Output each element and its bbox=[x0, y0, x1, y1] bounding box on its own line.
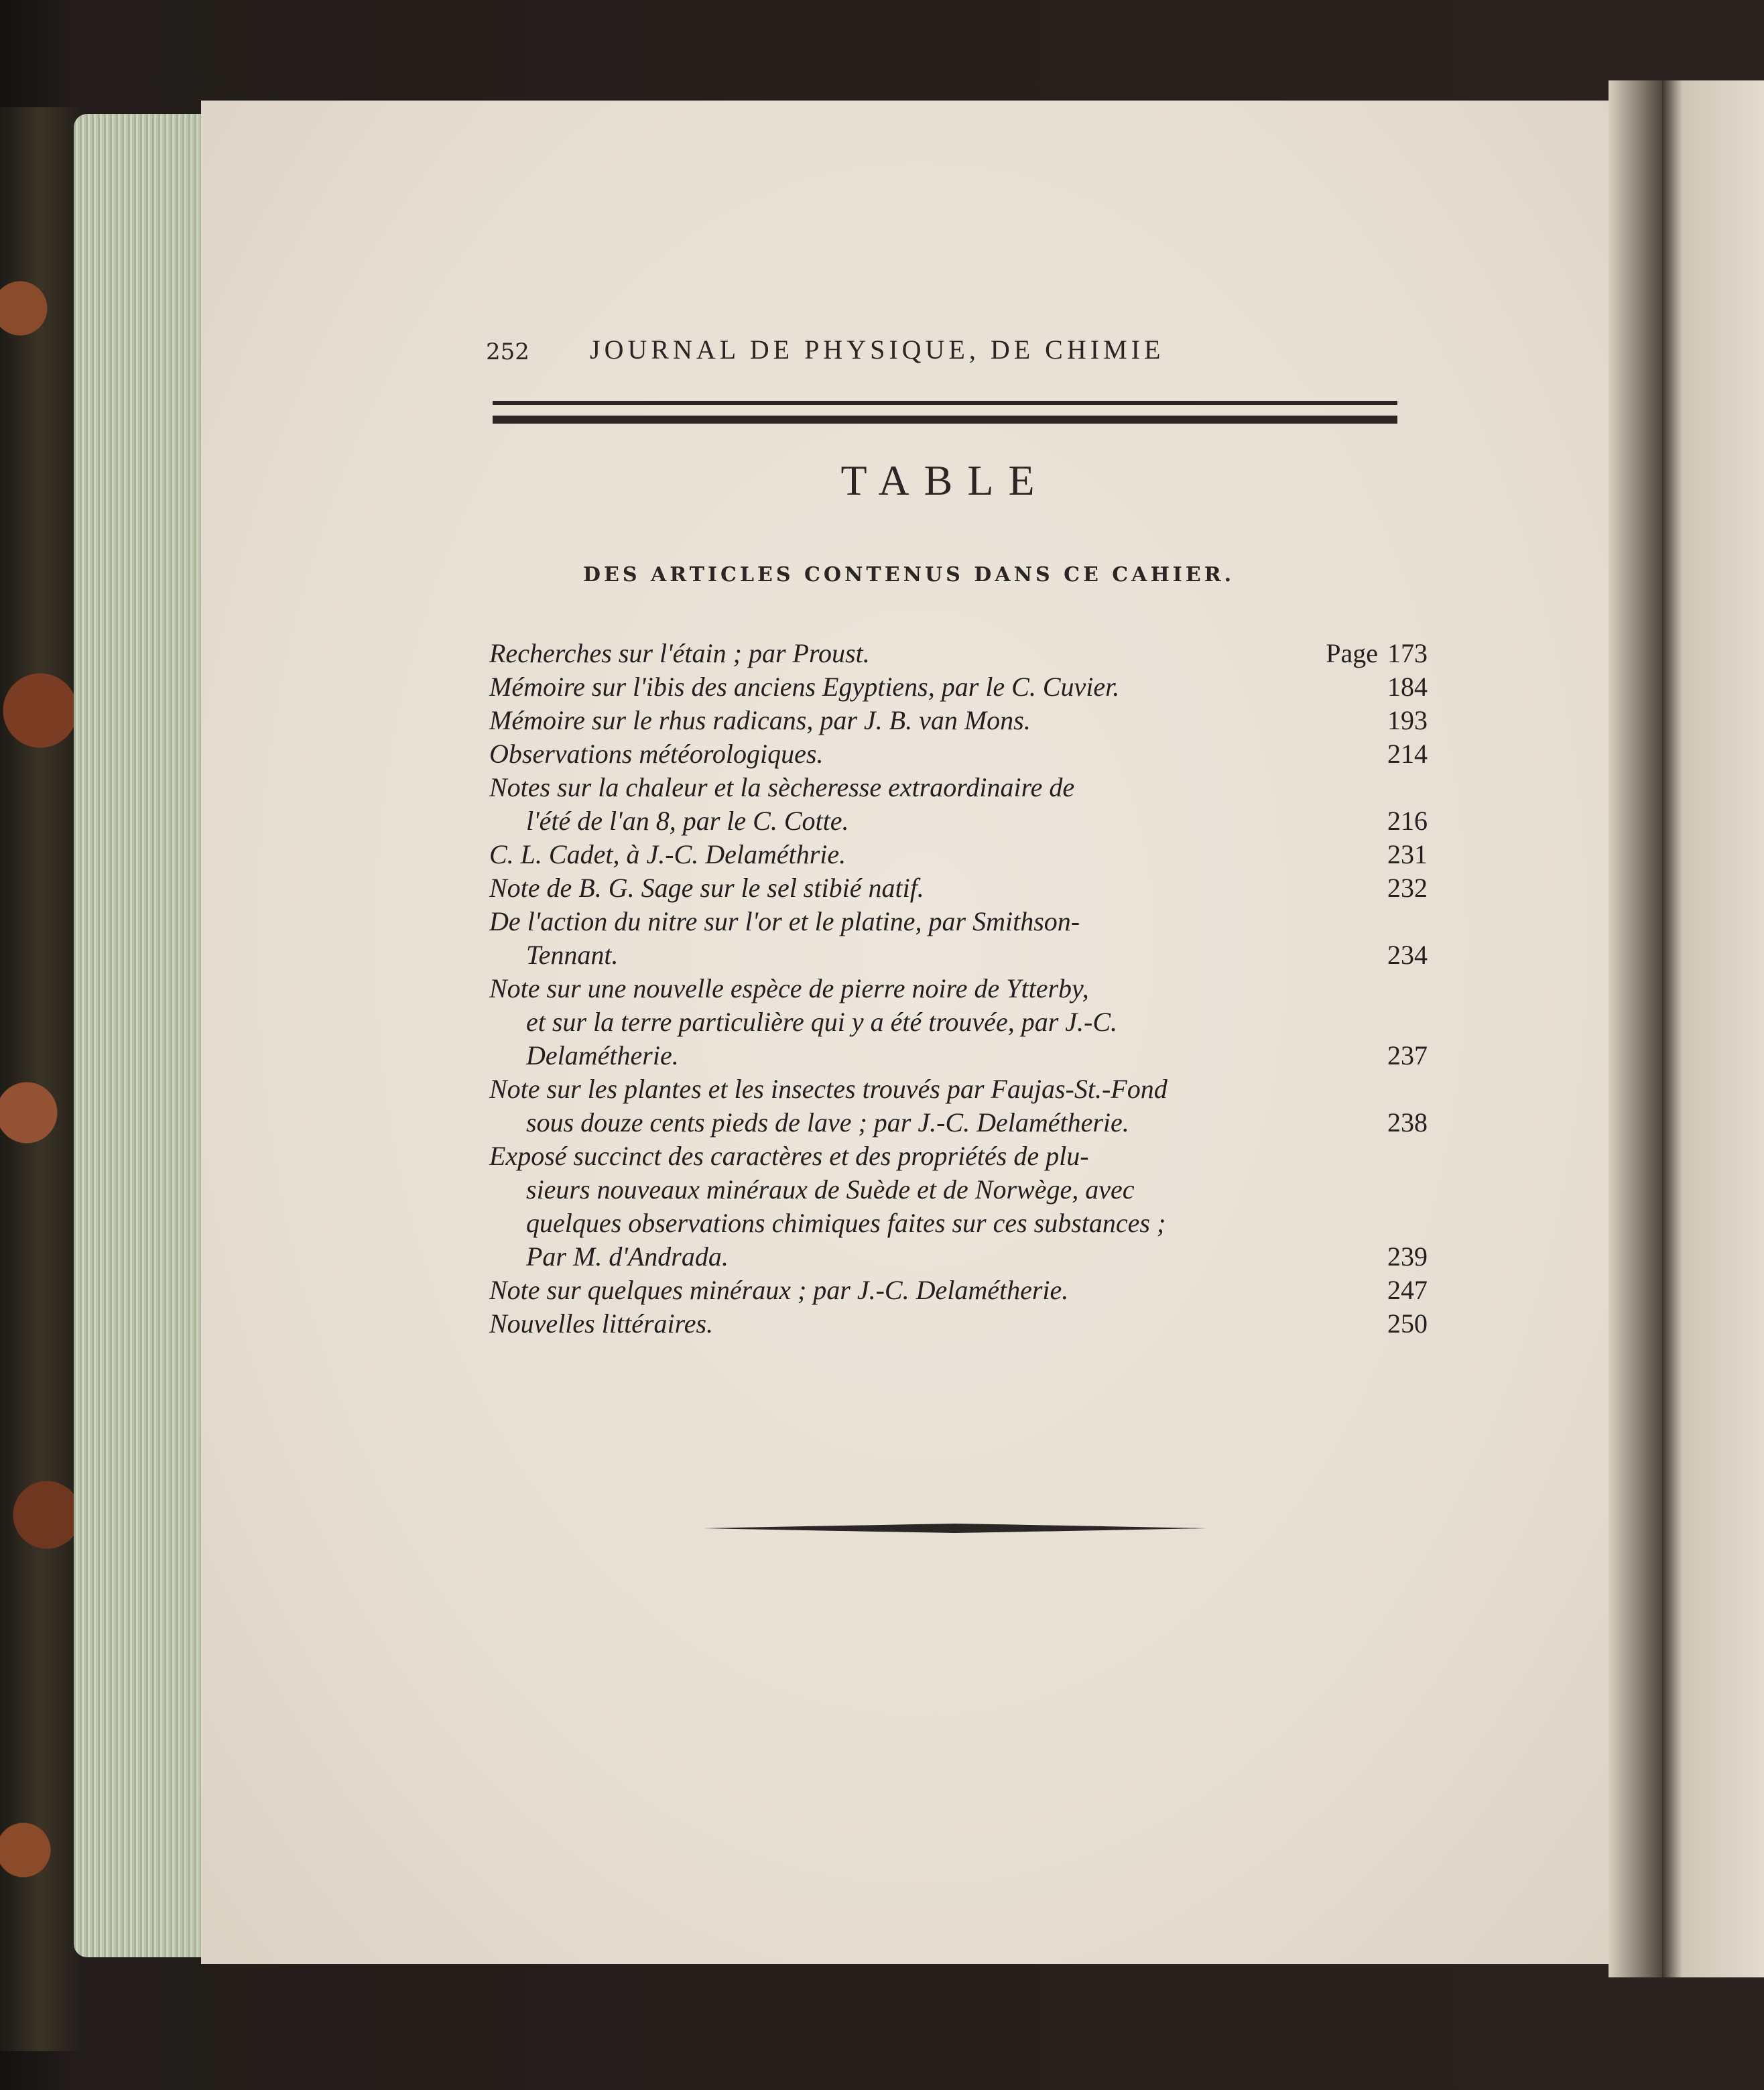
toc-page-number: 216 bbox=[1387, 806, 1428, 836]
toc-page-number: 239 bbox=[1387, 1241, 1428, 1272]
toc-entry-text: C. L. Cadet, à J.-C. Delaméthrie. bbox=[489, 839, 846, 869]
toc-entry-text: sous douze cents pieds de lave ; par J.-C. Delamétherie. bbox=[526, 1107, 1129, 1138]
toc-page-number: 234 bbox=[1387, 940, 1428, 970]
running-head: JOURNAL DE PHYSIQUE, DE CHIMIE bbox=[590, 334, 1165, 365]
header-rule-thin bbox=[493, 401, 1397, 405]
toc-entry-text: Notes sur la chaleur et la sècheresse extraordinaire de bbox=[489, 772, 1075, 802]
toc-page-number-wrap bbox=[1326, 637, 1428, 670]
toc-entry bbox=[489, 637, 1428, 670]
toc-page-number-wrap bbox=[1387, 1106, 1428, 1140]
toc-entry-text: Exposé succinct des caractères et des propriétés de plu- bbox=[489, 1141, 1089, 1171]
toc-page-number-wrap bbox=[1387, 737, 1428, 771]
toc-page-number-wrap bbox=[1387, 1274, 1428, 1307]
toc-entry-text: et sur la terre particulière qui y a été trouvée, par J.-C. bbox=[526, 1007, 1118, 1037]
toc-entry-text: Note sur quelques minéraux ; par J.-C. Delamétherie. bbox=[489, 1275, 1069, 1305]
page-edges bbox=[74, 114, 208, 1957]
toc-entry bbox=[489, 704, 1428, 737]
toc-page-number: 231 bbox=[1387, 839, 1428, 869]
toc-page-number-wrap bbox=[1387, 804, 1428, 838]
toc-entry-text: Tennant. bbox=[526, 940, 619, 970]
toc-page-number-wrap bbox=[1387, 1240, 1428, 1274]
toc-entry-text: Recherches sur l'étain ; par Proust. bbox=[489, 638, 870, 668]
toc-entry-text: Observations météorologiques. bbox=[489, 739, 824, 769]
table-of-contents bbox=[489, 637, 1428, 1341]
toc-page-number: 250 bbox=[1387, 1308, 1428, 1339]
toc-entry bbox=[489, 871, 1428, 905]
toc-entry-text: Note sur les plantes et les insectes trouvés par Faujas-St.-Fond bbox=[489, 1074, 1168, 1104]
toc-entry-text: Note sur une nouvelle espèce de pierre noire de Ytterby, bbox=[489, 973, 1089, 1003]
toc-entry bbox=[489, 1307, 1428, 1341]
toc-page-number-wrap bbox=[1387, 1307, 1428, 1341]
toc-page-number-wrap bbox=[1387, 938, 1428, 972]
toc-page-number: 247 bbox=[1387, 1275, 1428, 1305]
toc-page-number: 184 bbox=[1387, 672, 1428, 702]
toc-page-number: 238 bbox=[1387, 1107, 1428, 1138]
toc-page-number-wrap bbox=[1387, 838, 1428, 871]
page-subtitle: DES ARTICLES CONTENUS DANS CE CAHIER. bbox=[583, 563, 1235, 587]
toc-page-number: 214 bbox=[1387, 739, 1428, 769]
toc-entry bbox=[489, 737, 1428, 771]
toc-entry bbox=[489, 670, 1428, 704]
toc-entry-text: Mémoire sur le rhus radicans, par J. B. van Mons. bbox=[489, 705, 1031, 735]
toc-page-number: 237 bbox=[1387, 1040, 1428, 1070]
toc-entry-text: Delamétherie. bbox=[526, 1040, 679, 1070]
toc-page-number-wrap bbox=[1387, 1039, 1428, 1072]
page-title: TABLE bbox=[840, 456, 1050, 504]
toc-entry-text: Par M. d'Andrada. bbox=[526, 1241, 729, 1272]
toc-entry bbox=[489, 1274, 1428, 1307]
closing-ornament bbox=[704, 1522, 1206, 1535]
toc-entry bbox=[489, 1072, 1428, 1140]
toc-page-number-wrap bbox=[1387, 704, 1428, 737]
toc-page-number-wrap bbox=[1387, 871, 1428, 905]
toc-entry-text: Mémoire sur l'ibis des anciens Egyptiens, par le C. Cuvier. bbox=[489, 672, 1120, 702]
page-label: Page bbox=[1326, 638, 1378, 668]
toc-entry-text: l'été de l'an 8, par le C. Cotte. bbox=[526, 806, 849, 836]
toc-entry-text: De l'action du nitre sur l'or et le platine, par Smithson- bbox=[489, 906, 1080, 936]
header-rule-thick bbox=[493, 416, 1397, 424]
page-number: 252 bbox=[486, 339, 529, 365]
toc-entry bbox=[489, 905, 1428, 972]
toc-entry bbox=[489, 771, 1428, 838]
toc-page-number: 193 bbox=[1387, 705, 1428, 735]
toc-entry bbox=[489, 972, 1428, 1072]
toc-page-number: 232 bbox=[1387, 873, 1428, 903]
toc-entry bbox=[489, 1140, 1428, 1274]
toc-entry bbox=[489, 838, 1428, 871]
marbled-cover bbox=[0, 107, 80, 2051]
facing-page-edge bbox=[1662, 80, 1764, 1977]
toc-entry-text: sieurs nouveaux minéraux de Suède et de Norwège, avec bbox=[526, 1174, 1135, 1205]
toc-entry-text: Note de B. G. Sage sur le sel stibié natif. bbox=[489, 873, 924, 903]
toc-page-number: 173 bbox=[1387, 638, 1428, 668]
toc-page-number-wrap bbox=[1387, 670, 1428, 704]
toc-entry-text: quelques observations chimiques faites sur ces substances ; bbox=[526, 1208, 1166, 1238]
toc-entry-text: Nouvelles littéraires. bbox=[489, 1308, 714, 1339]
